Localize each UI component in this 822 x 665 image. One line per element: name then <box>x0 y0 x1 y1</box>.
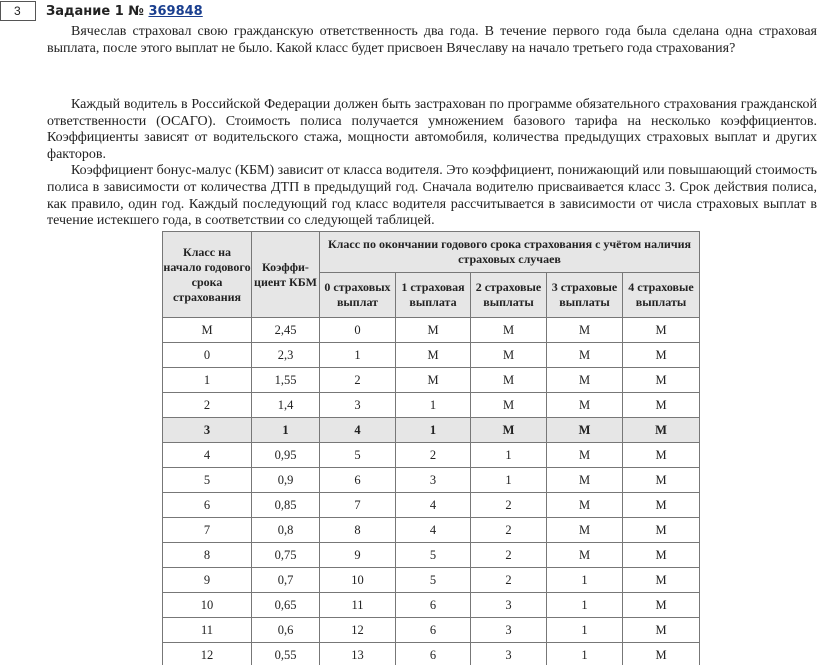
table-cell: 1 <box>547 618 623 643</box>
table-cell: М <box>396 343 471 368</box>
table-cell: М <box>623 393 700 418</box>
table-cell: М <box>623 543 700 568</box>
table-cell: 6 <box>396 593 471 618</box>
table-cell: 6 <box>320 468 396 493</box>
table-cell: М <box>547 393 623 418</box>
table-cell: 1 <box>547 643 623 665</box>
table-row <box>163 468 700 493</box>
table-cell: М <box>396 368 471 393</box>
table-cell: 8 <box>163 543 252 568</box>
subheader-1-payout: 1 страховая выплата <box>396 273 471 318</box>
kbm-table <box>162 231 700 665</box>
table-cell: 9 <box>163 568 252 593</box>
table-cell: 1 <box>471 468 547 493</box>
table-cell: М <box>623 593 700 618</box>
table-cell: 2 <box>471 493 547 518</box>
table-cell: М <box>623 568 700 593</box>
table-cell: 1 <box>547 593 623 618</box>
table-cell: 3 <box>471 593 547 618</box>
table-cell: 0,95 <box>252 443 320 468</box>
table-cell: 1 <box>396 418 471 443</box>
table-cell: М <box>471 368 547 393</box>
table-cell: 2 <box>163 393 252 418</box>
table-cell: 10 <box>320 568 396 593</box>
table-cell: М <box>623 443 700 468</box>
table-cell: 4 <box>396 493 471 518</box>
table-cell: 0,7 <box>252 568 320 593</box>
table-cell: 11 <box>163 618 252 643</box>
intro-paragraph-2: Коэффициент бонус-малус (КБМ) зависит от класса водителя. Это коэффициент, понижающий или повышающий стоимость полиса в зависимости от количества ДТП в предыдущий год. Сначала водителю присваивается класс 3. Срок действия полиса, как правило, один год. Каждый последующий год класс водителя рассчитывается в зависимости от числа страховых выплат в течение истекшего года, в соответствии со следующей таблицей. <box>47 163 817 229</box>
table-cell: 1 <box>396 393 471 418</box>
table-cell: 2 <box>471 518 547 543</box>
table-row <box>163 543 700 568</box>
table-cell: 12 <box>320 618 396 643</box>
table-cell: 0,6 <box>252 618 320 643</box>
table-cell: М <box>623 518 700 543</box>
table-cell: М <box>471 393 547 418</box>
table-cell: М <box>623 618 700 643</box>
table-cell: 1 <box>320 343 396 368</box>
table-cell: М <box>623 468 700 493</box>
task-title-prefix: Задание 1 № <box>46 4 149 19</box>
table-cell: 5 <box>396 543 471 568</box>
table-cell: 1 <box>471 443 547 468</box>
table-row <box>163 443 700 468</box>
table-row <box>163 593 700 618</box>
table-cell: 6 <box>396 618 471 643</box>
question-paragraph: Вячеслав страховал свою гражданскую ответственность два года. В течение первого года была сделана одна страховая выплата, после этого выплат не было. Какой класс будет присвоен Вячеславу на начало третьего года страхования? <box>47 24 817 56</box>
task-title <box>46 4 203 20</box>
subheader-0-payouts: 0 страховых выплат <box>320 273 396 318</box>
header-end-class-group: Класс по окончании годового срока страхования с учётом наличия страховых случаев <box>320 232 700 273</box>
table-cell: 5 <box>163 468 252 493</box>
table-cell: 0,65 <box>252 593 320 618</box>
table-row <box>163 393 700 418</box>
table-cell: М <box>547 493 623 518</box>
table-cell: М <box>547 343 623 368</box>
table-cell: М <box>547 418 623 443</box>
table-cell: 8 <box>320 518 396 543</box>
subheader-2-payouts: 2 страховые выплаты <box>471 273 547 318</box>
table-cell: 0,9 <box>252 468 320 493</box>
table-cell: 2 <box>471 543 547 568</box>
table-row <box>163 418 700 443</box>
table-cell: М <box>163 318 252 343</box>
table-cell: М <box>547 443 623 468</box>
table-cell: 0,75 <box>252 543 320 568</box>
task-number-box: 3 <box>0 1 36 21</box>
table-cell: 0,85 <box>252 493 320 518</box>
table-cell: М <box>396 318 471 343</box>
table-cell: 3 <box>320 393 396 418</box>
kbm-table-body <box>163 318 700 665</box>
table-cell: 3 <box>396 468 471 493</box>
table-cell: М <box>471 318 547 343</box>
table-cell: 3 <box>163 418 252 443</box>
table-cell: 2 <box>471 568 547 593</box>
table-row <box>163 643 700 665</box>
table-cell: 0 <box>163 343 252 368</box>
table-cell: М <box>623 343 700 368</box>
table-cell: 11 <box>320 593 396 618</box>
subheader-4-payouts: 4 страховые выплаты <box>623 273 700 318</box>
table-row <box>163 518 700 543</box>
table-cell: 2,45 <box>252 318 320 343</box>
table-cell: М <box>547 318 623 343</box>
table-cell: 2 <box>396 443 471 468</box>
intro-paragraph-1: Каждый водитель в Российской Федерации должен быть застрахован по программе обязательного страхования гражданской ответственности (ОСАГО). Стоимость полиса получается умножением базового тарифа на несколько коэффициентов. Коэффициенты зависят от водительского стажа, мощности автомобиля, количества предыдущих страховых выплат и других факторов. <box>47 97 817 162</box>
table-cell: 1,4 <box>252 393 320 418</box>
table-cell: 7 <box>163 518 252 543</box>
subheader-3-payouts: 3 страховые выплаты <box>547 273 623 318</box>
table-row <box>163 568 700 593</box>
table-cell: 7 <box>320 493 396 518</box>
task-id-link[interactable]: 369848 <box>148 4 203 19</box>
intro-text <box>47 97 817 230</box>
table-cell: М <box>623 643 700 665</box>
table-cell: 0,8 <box>252 518 320 543</box>
table-cell: 6 <box>396 643 471 665</box>
table-row <box>163 318 700 343</box>
table-cell: 4 <box>320 418 396 443</box>
table-cell: 5 <box>396 568 471 593</box>
table-cell: 1,55 <box>252 368 320 393</box>
table-cell: 4 <box>396 518 471 543</box>
table-cell: М <box>623 418 700 443</box>
table-cell: М <box>547 368 623 393</box>
table-cell: 2,3 <box>252 343 320 368</box>
header-start-class: Класс на начало годового срока страхования <box>163 232 252 318</box>
table-cell: М <box>471 343 547 368</box>
table-cell: 0 <box>320 318 396 343</box>
table-row <box>163 493 700 518</box>
table-cell: 3 <box>471 618 547 643</box>
table-cell: 4 <box>163 443 252 468</box>
table-cell: 9 <box>320 543 396 568</box>
table-cell: М <box>623 368 700 393</box>
table-cell: 6 <box>163 493 252 518</box>
table-cell: М <box>623 493 700 518</box>
table-row <box>163 343 700 368</box>
header-kbm-coefficient: Коэффи-циент КБМ <box>252 232 320 318</box>
table-cell: М <box>547 468 623 493</box>
table-cell: 1 <box>163 368 252 393</box>
question-text <box>47 24 817 57</box>
table-cell: 1 <box>252 418 320 443</box>
table-cell: 10 <box>163 593 252 618</box>
table-row <box>163 368 700 393</box>
table-cell: 0,55 <box>252 643 320 665</box>
table-cell: 5 <box>320 443 396 468</box>
table-cell: 1 <box>547 568 623 593</box>
table-cell: 13 <box>320 643 396 665</box>
table-cell: 2 <box>320 368 396 393</box>
table-cell: 3 <box>471 643 547 665</box>
table-cell: М <box>547 543 623 568</box>
table-row <box>163 618 700 643</box>
table-cell: М <box>623 318 700 343</box>
table-cell: М <box>471 418 547 443</box>
table-cell: М <box>547 518 623 543</box>
table-cell: 12 <box>163 643 252 665</box>
